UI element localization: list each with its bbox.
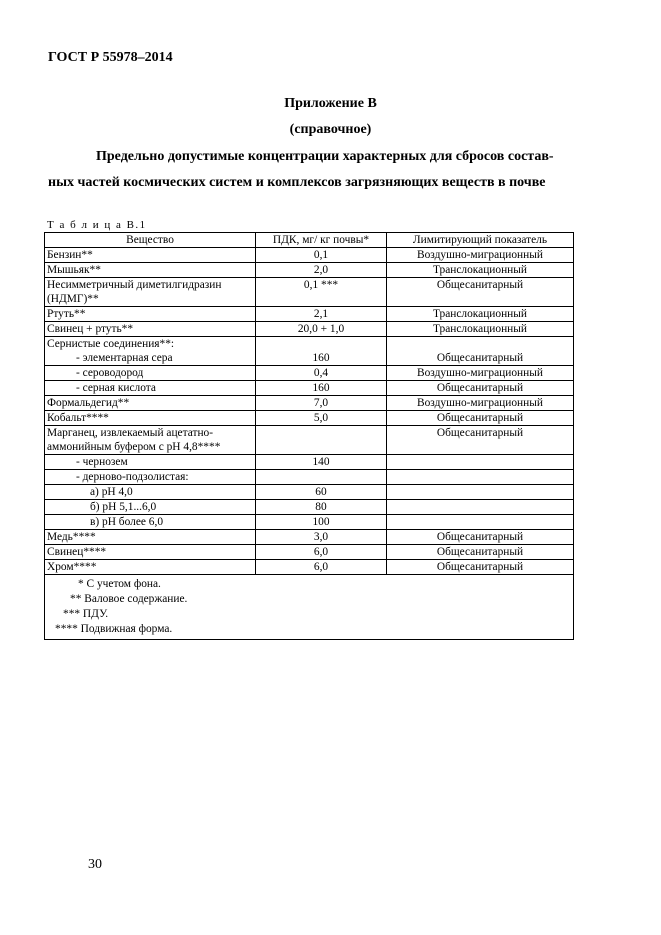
pdk-cell: 80 bbox=[256, 500, 387, 515]
indicator-cell bbox=[387, 485, 574, 500]
table-row bbox=[45, 545, 574, 560]
document-code: ГОСТ Р 55978–2014 bbox=[48, 50, 173, 65]
table-row bbox=[45, 248, 574, 263]
table-row bbox=[45, 351, 574, 366]
pdk-cell bbox=[256, 337, 387, 352]
table-row bbox=[45, 500, 574, 515]
table-row bbox=[45, 560, 574, 575]
pdk-cell: 0,1 bbox=[256, 248, 387, 263]
indicator-cell: Общесанитарный bbox=[387, 351, 574, 366]
table-row bbox=[45, 381, 574, 396]
page-number: 30 bbox=[88, 857, 102, 872]
substance-cell: - серная кислота bbox=[45, 381, 256, 396]
pdk-table bbox=[44, 232, 574, 640]
table-row bbox=[45, 322, 574, 337]
indicator-cell: Воздушно-миграционный bbox=[387, 248, 574, 263]
table-row bbox=[45, 530, 574, 545]
indicator-cell: Общесанитарный bbox=[387, 278, 574, 307]
substance-cell: - сероводород bbox=[45, 366, 256, 381]
indicator-cell: Общесанитарный bbox=[387, 381, 574, 396]
note-3: *** ПДУ. bbox=[63, 608, 109, 620]
table-row bbox=[45, 411, 574, 426]
substance-cell: Мышьяк** bbox=[45, 263, 256, 278]
pdk-cell: 2,0 bbox=[256, 263, 387, 278]
table-caption: Т а б л и ц а В.1 bbox=[47, 219, 147, 231]
column-header-pdk: ПДК, мг/ кг почвы* bbox=[256, 233, 387, 248]
substance-cell: Ртуть** bbox=[45, 307, 256, 322]
note-1: * С учетом фона. bbox=[78, 578, 161, 590]
appendix-title: Приложение В bbox=[284, 96, 377, 111]
note-4: **** Подвижная форма. bbox=[55, 623, 173, 635]
substance-cell: Свинец + ртуть** bbox=[45, 322, 256, 337]
pdk-cell: 20,0 + 1,0 bbox=[256, 322, 387, 337]
indicator-cell bbox=[387, 515, 574, 530]
table-notes bbox=[45, 575, 574, 640]
indicator-cell: Транслокационный bbox=[387, 322, 574, 337]
note-2: ** Валовое содержание. bbox=[70, 593, 188, 605]
appendix-heading-line-1: Предельно допустимые концентрации характерных для сбросов состав- bbox=[96, 149, 554, 164]
table-row bbox=[45, 366, 574, 381]
indicator-cell bbox=[387, 500, 574, 515]
substance-cell: Несимметричный диметилгидразин (НДМГ)** bbox=[45, 278, 256, 307]
pdk-cell: 5,0 bbox=[256, 411, 387, 426]
substance-cell: в) рН более 6,0 bbox=[45, 515, 256, 530]
pdk-cell: 100 bbox=[256, 515, 387, 530]
substance-cell: - элементарная сера bbox=[45, 351, 256, 366]
substance-cell: Марганец, извлекаемый ацетатно-аммонийным буфером с рН 4,8**** bbox=[45, 426, 256, 455]
pdk-cell bbox=[256, 426, 387, 455]
table-row bbox=[45, 307, 574, 322]
pdk-cell: 0,4 bbox=[256, 366, 387, 381]
table-row bbox=[45, 470, 574, 485]
table-notes-row bbox=[45, 575, 574, 640]
indicator-cell: Воздушно-миграционный bbox=[387, 366, 574, 381]
indicator-cell bbox=[387, 337, 574, 352]
indicator-cell: Общесанитарный bbox=[387, 530, 574, 545]
table-row bbox=[45, 485, 574, 500]
table-header-row bbox=[45, 233, 574, 248]
pdk-cell: 140 bbox=[256, 455, 387, 470]
table-row bbox=[45, 337, 574, 352]
substance-cell: Сернистые соединения**: bbox=[45, 337, 256, 352]
substance-cell: б) рН 5,1...6,0 bbox=[45, 500, 256, 515]
indicator-cell: Общесанитарный bbox=[387, 560, 574, 575]
indicator-cell: Общесанитарный bbox=[387, 411, 574, 426]
table-row bbox=[45, 263, 574, 278]
substance-cell: Кобальт**** bbox=[45, 411, 256, 426]
pdk-cell: 2,1 bbox=[256, 307, 387, 322]
pdk-cell: 3,0 bbox=[256, 530, 387, 545]
appendix-heading-line-2: ных частей космических систем и комплексов загрязняющих веществ в почве bbox=[48, 175, 546, 190]
substance-cell: Бензин** bbox=[45, 248, 256, 263]
substance-cell: Хром**** bbox=[45, 560, 256, 575]
pdk-cell: 6,0 bbox=[256, 545, 387, 560]
table-row bbox=[45, 426, 574, 455]
pdk-cell: 7,0 bbox=[256, 396, 387, 411]
substance-cell: - дерново-подзолистая: bbox=[45, 470, 256, 485]
pdk-cell: 6,0 bbox=[256, 560, 387, 575]
indicator-cell: Транслокационный bbox=[387, 263, 574, 278]
indicator-cell bbox=[387, 470, 574, 485]
pdk-cell: 60 bbox=[256, 485, 387, 500]
table-row bbox=[45, 515, 574, 530]
pdk-cell: 0,1 *** bbox=[256, 278, 387, 307]
indicator-cell: Общесанитарный bbox=[387, 545, 574, 560]
appendix-subtitle: (справочное) bbox=[289, 122, 372, 137]
table-row bbox=[45, 396, 574, 411]
indicator-cell: Общесанитарный bbox=[387, 426, 574, 455]
pdk-cell bbox=[256, 470, 387, 485]
substance-cell: Медь**** bbox=[45, 530, 256, 545]
indicator-cell: Воздушно-миграционный bbox=[387, 396, 574, 411]
substance-cell: а) рН 4,0 bbox=[45, 485, 256, 500]
table-row bbox=[45, 455, 574, 470]
table-row bbox=[45, 278, 574, 307]
pdk-cell: 160 bbox=[256, 381, 387, 396]
substance-cell: Формальдегид** bbox=[45, 396, 256, 411]
substance-cell: - чернозем bbox=[45, 455, 256, 470]
substance-cell: Свинец**** bbox=[45, 545, 256, 560]
indicator-cell bbox=[387, 455, 574, 470]
column-header-substance: Вещество bbox=[45, 233, 256, 248]
indicator-cell: Транслокационный bbox=[387, 307, 574, 322]
column-header-indicator: Лимитирующий показатель bbox=[387, 233, 574, 248]
pdk-cell: 160 bbox=[256, 351, 387, 366]
